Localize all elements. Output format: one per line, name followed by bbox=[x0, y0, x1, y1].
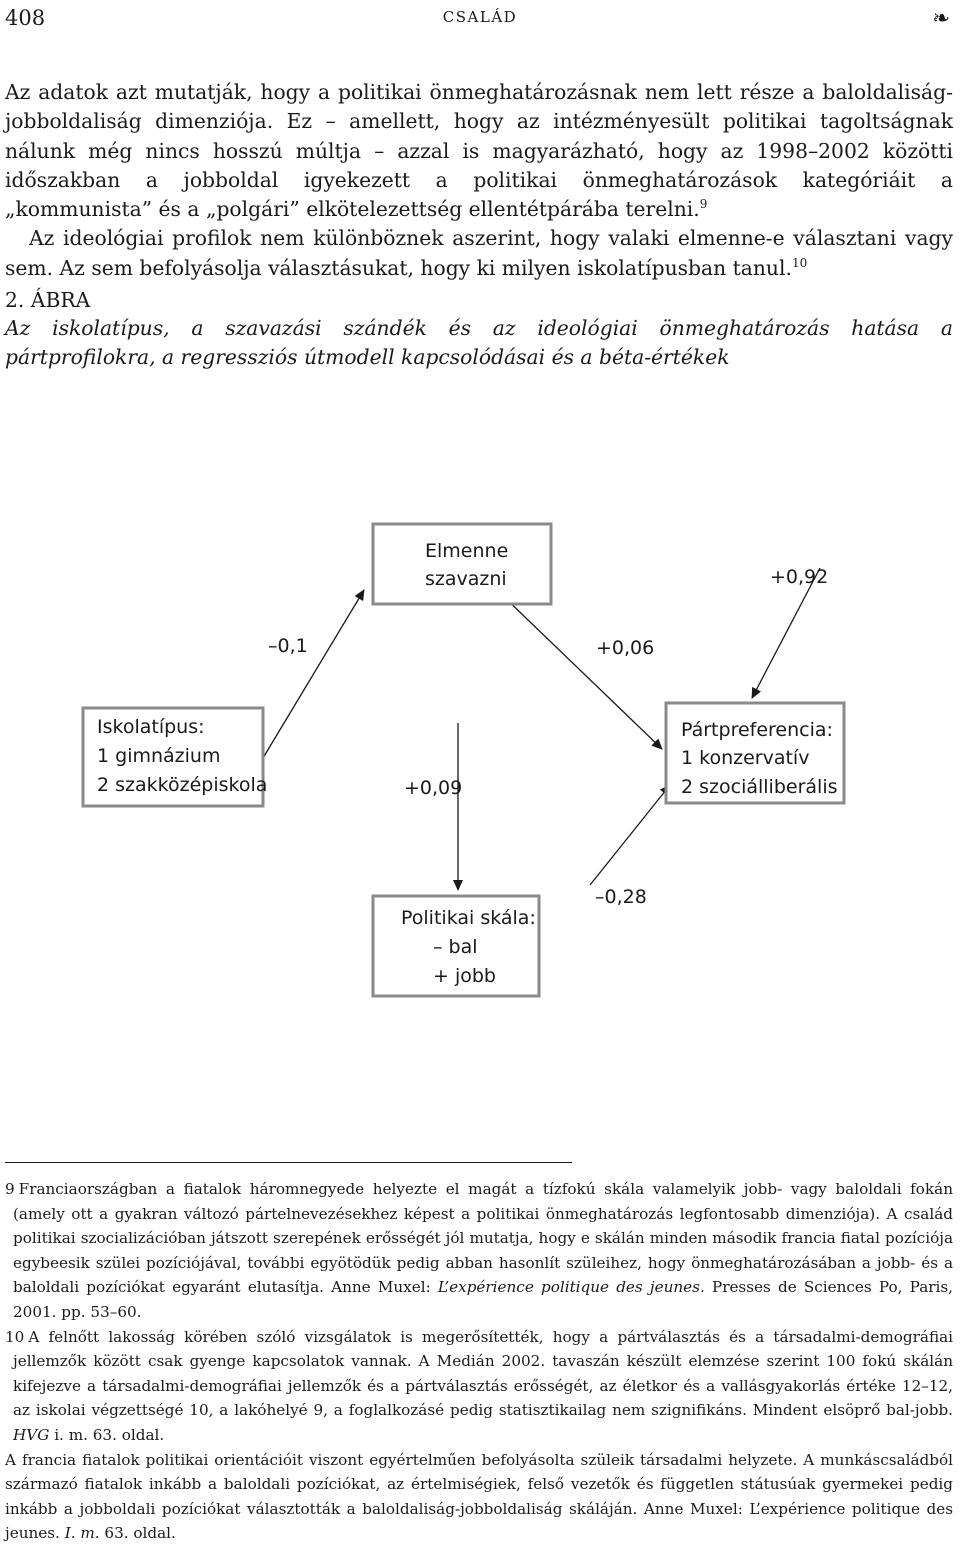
footnote-9-tail: Presses de Sciences Po, Paris, 2001. pp. 53–60. bbox=[13, 1278, 953, 1321]
footnote-10-number: 10 bbox=[5, 1327, 25, 1346]
footnote-ref-10: 10 bbox=[791, 255, 808, 270]
body-text bbox=[5, 78, 953, 373]
page-header bbox=[0, 6, 960, 30]
beta-external-party: +0,92 bbox=[770, 566, 829, 588]
beta-school-vote: –0,1 bbox=[268, 635, 308, 657]
footnote-10 bbox=[5, 1325, 953, 1448]
footnote-10-tail: i. m. 63. oldal. bbox=[54, 1425, 165, 1444]
node-scale-line1: Politikai skála: bbox=[401, 907, 536, 929]
path-model-diagram bbox=[0, 505, 960, 1025]
node-vote-line2: szavazni bbox=[425, 568, 507, 590]
footnotes bbox=[5, 1177, 953, 1546]
node-party-line3: 2 szociálliberális bbox=[681, 776, 838, 798]
paragraph-1-text: Az adatok azt mutatják, hogy a politikai önmeghatározásnak nem lett része a baloldaliság-jobboldaliság dimenziója. Ez – amellett, hogy az intézményesült politikai tagoltságnak nálunk még nincs hosszú múltja – azzal is magyarázható, hogy az 1998–2002 közötti időszakban a jobboldal igyekezett a politikai önmeghatározások kategóriáit a „kommunista” és a „polgári” elkötelezettség ellentétpárába terelni. bbox=[5, 80, 953, 222]
arrow-school-to-vote bbox=[263, 590, 364, 758]
beta-school-scale: +0,09 bbox=[404, 777, 463, 799]
node-vote-box bbox=[373, 524, 551, 604]
footnote-extra-im: I. m. bbox=[64, 1524, 100, 1543]
node-party-line1: Pártpreferencia: bbox=[681, 719, 833, 741]
footnote-extra bbox=[5, 1448, 953, 1546]
beta-vote-party: +0,06 bbox=[596, 637, 655, 659]
node-vote-line1: Elmenne bbox=[425, 540, 509, 562]
paragraph-2 bbox=[5, 224, 953, 283]
node-party-line2: 1 konzervatív bbox=[681, 747, 810, 769]
running-head: CSALÁD bbox=[442, 8, 518, 26]
node-school-line2: 1 gimnázium bbox=[97, 745, 221, 767]
footnote-ref-9: 9 bbox=[699, 197, 708, 212]
footnote-9-number: 9 bbox=[5, 1180, 15, 1198]
beta-scale-party: –0,28 bbox=[595, 886, 647, 908]
fleuron-ornament: ❧ bbox=[932, 6, 950, 30]
footnote-9-text: Franciaországban a fiatalok háromnegyede helyezte el magát a tízfokú skála valamelyik jobb- vagy baloldali fokán (amely ott a gyakran változó pártelnevezésekhez képest a politikai önmeghatározás legfontosabb dimenziója). A család politikai szocializációban játszott szerepének erősségét jól mutatja, hogy e skálán minden második francia fiatal pozíciója egybeesik szülei pozíciójával, további egyötödük pedig abban hasonlít szüleihez, hogy önmeghatározásában a jobb- és a baloldali pozíciókat egyaránt elutasítja. Anne Muxel: bbox=[13, 1180, 953, 1297]
paragraph-1 bbox=[5, 78, 953, 224]
footnote-extra-tail: 63. oldal. bbox=[104, 1524, 176, 1543]
paragraph-2-text: Az ideológiai profilok nem különböznek aszerint, hogy valaki elmenne-e választani vagy sem. Az sem befolyásolja választásukat, hogy ki milyen iskolatípusban tanul. bbox=[5, 226, 953, 280]
footnote-10-hvg: HVG bbox=[13, 1425, 50, 1444]
node-school-line1: Iskolatípus: bbox=[97, 716, 205, 738]
arrow-vote-to-party bbox=[500, 593, 662, 749]
page-number: 408 bbox=[5, 6, 46, 30]
figure-caption: Az iskolatípus, a szavazási szándék és az ideológiai önmeghatározás hatása a pártprofilokra, a regressziós útmodell kapcsolódásai és a béta-értékek bbox=[5, 316, 953, 370]
arrow-scale-to-party bbox=[590, 785, 670, 885]
node-school-line3: 2 szakközépiskola bbox=[97, 774, 268, 796]
footnote-9 bbox=[5, 1177, 953, 1325]
footnote-9-title: L’expérience politique des jeunes. bbox=[437, 1278, 705, 1297]
figure-label: 2. ÁBRA bbox=[5, 288, 91, 313]
footnote-10-text: A felnőtt lakosság körében szóló vizsgálatok is megerősítették, hogy a pártválasztás és a társadalmi-demográfiai jellemzők között csak gyenge kapcsolatok vannak. A Medián 2002. tavaszán készült elemzése szerint 100 fokú skálán kifejezve a társadalmi-demográfiai jellemzők és a pártválasztás erősségét, az életkor és a vallásgyakorlás értéke 12–12, az iskolai végzettségé 10, a lakóhelyé 9, a foglalkozásé pedig statisztikailag nem szignifikáns. Mindent elsöprő bal-jobb. bbox=[13, 1327, 953, 1420]
footnote-extra-text: A francia fiatalok politikai orientációit viszont egyértelműen befolyásolta szüleik társadalmi helyzete. A munkáscsaládból származó fiatalok inkább a baloldali pozíciókat, az értelmiségiek, felső vezetők és független státusúak gyermekei pedig inkább a jobboldali pozíciókat választották a baloldaliság-jobboldaliság skáláján. Anne Muxel: L’expérience politique des jeunes. bbox=[5, 1450, 953, 1543]
node-scale-line3: + jobb bbox=[433, 965, 496, 987]
footnote-rule bbox=[5, 1162, 572, 1163]
node-scale-line2: – bal bbox=[433, 936, 478, 958]
